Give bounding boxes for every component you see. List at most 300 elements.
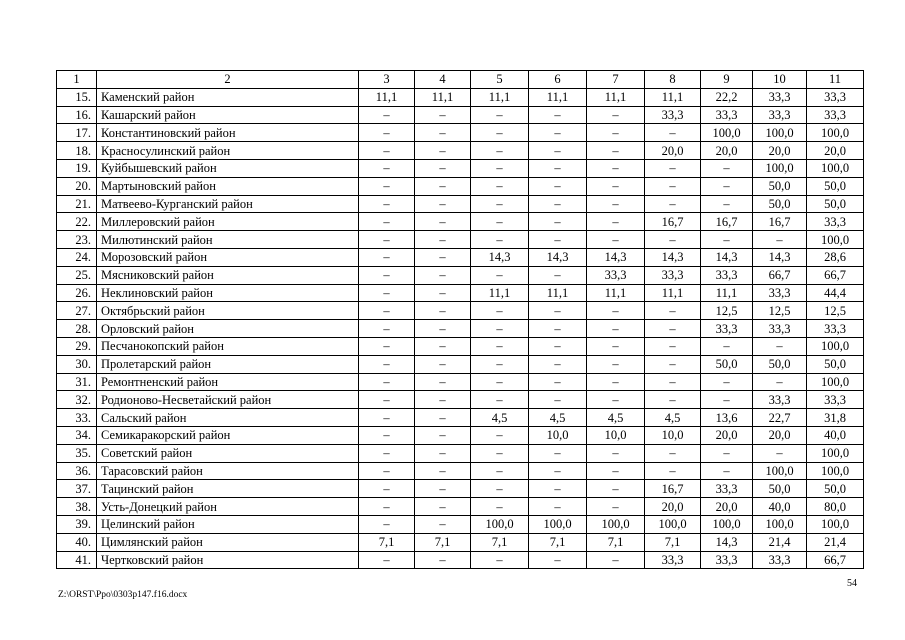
row-number-cell: 31.: [57, 373, 97, 391]
value-cell: –: [587, 337, 645, 355]
table-row: [57, 426, 864, 444]
table-row: [57, 444, 864, 462]
table-body: [57, 71, 864, 569]
value-cell: –: [415, 551, 471, 569]
value-cell: –: [587, 106, 645, 124]
value-cell: –: [415, 124, 471, 142]
value-cell: –: [471, 142, 529, 160]
value-cell: 50,0: [807, 355, 864, 373]
header-cell: 10: [753, 71, 807, 89]
value-cell: 33,3: [807, 213, 864, 231]
district-name-cell: Каменский район: [97, 88, 359, 106]
district-name-cell: Пролетарский район: [97, 355, 359, 373]
value-cell: –: [529, 106, 587, 124]
value-cell: 33,3: [807, 391, 864, 409]
header-cell: 9: [701, 71, 753, 89]
value-cell: –: [415, 142, 471, 160]
value-cell: –: [529, 444, 587, 462]
value-cell: –: [529, 373, 587, 391]
table-row: [57, 106, 864, 124]
value-cell: –: [645, 177, 701, 195]
value-cell: –: [471, 266, 529, 284]
value-cell: –: [359, 284, 415, 302]
table-row: [57, 302, 864, 320]
table-row: [57, 409, 864, 427]
value-cell: –: [415, 426, 471, 444]
value-cell: 13,6: [701, 409, 753, 427]
value-cell: 11,1: [645, 284, 701, 302]
district-name-cell: Цимлянский район: [97, 533, 359, 551]
value-cell: 100,0: [807, 124, 864, 142]
row-number-cell: 17.: [57, 124, 97, 142]
value-cell: –: [359, 106, 415, 124]
table-row: [57, 142, 864, 160]
value-cell: –: [359, 248, 415, 266]
district-name-cell: Милютинский район: [97, 231, 359, 249]
value-cell: –: [415, 355, 471, 373]
value-cell: –: [359, 373, 415, 391]
value-cell: –: [701, 391, 753, 409]
value-cell: –: [587, 142, 645, 160]
value-cell: 20,0: [701, 426, 753, 444]
value-cell: 4,5: [471, 409, 529, 427]
table-row: [57, 213, 864, 231]
value-cell: 7,1: [645, 533, 701, 551]
value-cell: 7,1: [415, 533, 471, 551]
value-cell: –: [359, 266, 415, 284]
header-cell: 6: [529, 71, 587, 89]
value-cell: –: [359, 391, 415, 409]
value-cell: 33,3: [753, 88, 807, 106]
value-cell: –: [471, 195, 529, 213]
row-number-cell: 20.: [57, 177, 97, 195]
value-cell: –: [645, 195, 701, 213]
district-name-cell: Сальский район: [97, 409, 359, 427]
value-cell: –: [415, 284, 471, 302]
value-cell: 7,1: [529, 533, 587, 551]
value-cell: 50,0: [807, 480, 864, 498]
value-cell: –: [529, 498, 587, 516]
row-number-cell: 24.: [57, 248, 97, 266]
value-cell: –: [587, 373, 645, 391]
district-name-cell: Чертковский район: [97, 551, 359, 569]
value-cell: –: [529, 124, 587, 142]
value-cell: 10,0: [587, 426, 645, 444]
value-cell: –: [587, 355, 645, 373]
value-cell: 33,3: [807, 88, 864, 106]
row-number-cell: 26.: [57, 284, 97, 302]
value-cell: 50,0: [753, 177, 807, 195]
table-row: [57, 337, 864, 355]
value-cell: 33,3: [645, 551, 701, 569]
district-name-cell: Тацинский район: [97, 480, 359, 498]
value-cell: 7,1: [359, 533, 415, 551]
table-row: [57, 266, 864, 284]
value-cell: –: [359, 551, 415, 569]
value-cell: 100,0: [807, 444, 864, 462]
value-cell: –: [415, 498, 471, 516]
row-number-cell: 35.: [57, 444, 97, 462]
value-cell: 20,0: [701, 498, 753, 516]
table-row: [57, 177, 864, 195]
value-cell: –: [529, 177, 587, 195]
value-cell: –: [701, 462, 753, 480]
value-cell: –: [415, 106, 471, 124]
table-row: [57, 498, 864, 516]
value-cell: –: [415, 337, 471, 355]
value-cell: 33,3: [753, 391, 807, 409]
value-cell: 31,8: [807, 409, 864, 427]
value-cell: –: [701, 337, 753, 355]
value-cell: 20,0: [645, 498, 701, 516]
value-cell: –: [415, 266, 471, 284]
value-cell: 50,0: [701, 355, 753, 373]
value-cell: –: [645, 391, 701, 409]
value-cell: –: [529, 142, 587, 160]
value-cell: 50,0: [753, 480, 807, 498]
value-cell: –: [359, 124, 415, 142]
value-cell: –: [471, 462, 529, 480]
value-cell: –: [415, 462, 471, 480]
value-cell: –: [529, 320, 587, 338]
value-cell: 11,1: [701, 284, 753, 302]
row-number-cell: 27.: [57, 302, 97, 320]
table-row: [57, 124, 864, 142]
value-cell: –: [587, 462, 645, 480]
row-number-cell: 23.: [57, 231, 97, 249]
value-cell: 11,1: [587, 88, 645, 106]
value-cell: –: [415, 248, 471, 266]
row-number-cell: 41.: [57, 551, 97, 569]
row-number-cell: 34.: [57, 426, 97, 444]
district-name-cell: Октябрьский район: [97, 302, 359, 320]
value-cell: –: [701, 231, 753, 249]
value-cell: 20,0: [753, 426, 807, 444]
value-cell: –: [701, 177, 753, 195]
value-cell: 10,0: [645, 426, 701, 444]
row-number-cell: 25.: [57, 266, 97, 284]
district-name-cell: Семикаракорский район: [97, 426, 359, 444]
value-cell: –: [415, 231, 471, 249]
value-cell: 100,0: [701, 515, 753, 533]
value-cell: 100,0: [701, 124, 753, 142]
table-row: [57, 462, 864, 480]
value-cell: –: [645, 302, 701, 320]
value-cell: –: [529, 337, 587, 355]
header-cell: 7: [587, 71, 645, 89]
value-cell: –: [471, 302, 529, 320]
value-cell: 100,0: [529, 515, 587, 533]
district-name-cell: Кашарский район: [97, 106, 359, 124]
value-cell: 33,3: [807, 106, 864, 124]
value-cell: –: [645, 462, 701, 480]
value-cell: –: [587, 195, 645, 213]
value-cell: 16,7: [645, 213, 701, 231]
value-cell: –: [471, 551, 529, 569]
value-cell: 33,3: [753, 320, 807, 338]
value-cell: –: [471, 337, 529, 355]
value-cell: 14,3: [529, 248, 587, 266]
value-cell: –: [645, 355, 701, 373]
value-cell: 11,1: [587, 284, 645, 302]
value-cell: –: [471, 106, 529, 124]
district-name-cell: Песчанокопский район: [97, 337, 359, 355]
value-cell: 11,1: [529, 284, 587, 302]
district-name-cell: Тарасовский район: [97, 462, 359, 480]
value-cell: 12,5: [701, 302, 753, 320]
table-row: [57, 159, 864, 177]
value-cell: –: [529, 266, 587, 284]
value-cell: 33,3: [701, 106, 753, 124]
value-cell: –: [471, 159, 529, 177]
district-name-cell: Морозовский район: [97, 248, 359, 266]
row-number-cell: 32.: [57, 391, 97, 409]
value-cell: –: [645, 337, 701, 355]
footer-file-path: Z:\ORST\Ppo\0303p147.f16.docx: [58, 590, 188, 600]
district-name-cell: Красносулинский район: [97, 142, 359, 160]
value-cell: 66,7: [807, 266, 864, 284]
value-cell: 100,0: [807, 337, 864, 355]
value-cell: 14,3: [701, 248, 753, 266]
value-cell: –: [359, 159, 415, 177]
row-number-cell: 37.: [57, 480, 97, 498]
value-cell: 33,3: [753, 551, 807, 569]
value-cell: –: [471, 355, 529, 373]
district-table: [56, 70, 864, 569]
value-cell: 28,6: [807, 248, 864, 266]
value-cell: –: [359, 480, 415, 498]
value-cell: –: [529, 480, 587, 498]
value-cell: 16,7: [753, 213, 807, 231]
row-number-cell: 38.: [57, 498, 97, 516]
row-number-cell: 40.: [57, 533, 97, 551]
value-cell: –: [587, 480, 645, 498]
row-number-cell: 21.: [57, 195, 97, 213]
value-cell: 100,0: [753, 159, 807, 177]
value-cell: 11,1: [471, 88, 529, 106]
table-row: [57, 551, 864, 569]
value-cell: 22,2: [701, 88, 753, 106]
value-cell: 50,0: [753, 195, 807, 213]
value-cell: 50,0: [807, 177, 864, 195]
district-name-cell: Мясниковский район: [97, 266, 359, 284]
value-cell: –: [529, 231, 587, 249]
value-cell: 12,5: [807, 302, 864, 320]
row-number-cell: 36.: [57, 462, 97, 480]
value-cell: –: [587, 213, 645, 231]
district-name-cell: Родионово-Несветайский район: [97, 391, 359, 409]
value-cell: 33,3: [701, 480, 753, 498]
value-cell: –: [415, 302, 471, 320]
value-cell: –: [359, 462, 415, 480]
value-cell: –: [471, 444, 529, 462]
value-cell: –: [471, 391, 529, 409]
value-cell: –: [415, 159, 471, 177]
page-number: 54: [847, 578, 857, 589]
value-cell: 14,3: [645, 248, 701, 266]
table-row: [57, 320, 864, 338]
value-cell: 11,1: [471, 284, 529, 302]
table-row: [57, 248, 864, 266]
value-cell: –: [415, 195, 471, 213]
value-cell: 33,3: [645, 266, 701, 284]
header-cell: 11: [807, 71, 864, 89]
value-cell: 4,5: [529, 409, 587, 427]
value-cell: –: [471, 373, 529, 391]
value-cell: 50,0: [753, 355, 807, 373]
district-name-cell: Ремонтненский район: [97, 373, 359, 391]
value-cell: –: [415, 480, 471, 498]
value-cell: –: [471, 498, 529, 516]
value-cell: 100,0: [807, 373, 864, 391]
value-cell: –: [529, 159, 587, 177]
value-cell: –: [701, 444, 753, 462]
value-cell: 14,3: [471, 248, 529, 266]
value-cell: 33,3: [645, 106, 701, 124]
district-name-cell: Орловский район: [97, 320, 359, 338]
value-cell: –: [753, 337, 807, 355]
value-cell: 100,0: [753, 515, 807, 533]
value-cell: –: [415, 515, 471, 533]
value-cell: 33,3: [587, 266, 645, 284]
value-cell: 80,0: [807, 498, 864, 516]
value-cell: 33,3: [807, 320, 864, 338]
value-cell: –: [587, 177, 645, 195]
value-cell: –: [359, 231, 415, 249]
value-cell: 11,1: [529, 88, 587, 106]
value-cell: –: [529, 462, 587, 480]
value-cell: 40,0: [753, 498, 807, 516]
header-cell: 3: [359, 71, 415, 89]
row-number-cell: 15.: [57, 88, 97, 106]
row-number-cell: 33.: [57, 409, 97, 427]
value-cell: –: [645, 444, 701, 462]
row-number-cell: 18.: [57, 142, 97, 160]
value-cell: –: [587, 231, 645, 249]
value-cell: 100,0: [807, 462, 864, 480]
value-cell: –: [587, 391, 645, 409]
value-cell: –: [587, 444, 645, 462]
value-cell: –: [587, 302, 645, 320]
value-cell: –: [359, 177, 415, 195]
value-cell: 4,5: [587, 409, 645, 427]
value-cell: 100,0: [807, 515, 864, 533]
table-row: [57, 284, 864, 302]
value-cell: –: [359, 302, 415, 320]
value-cell: 21,4: [807, 533, 864, 551]
value-cell: 7,1: [587, 533, 645, 551]
value-cell: 33,3: [701, 266, 753, 284]
value-cell: –: [753, 444, 807, 462]
value-cell: 33,3: [701, 320, 753, 338]
value-cell: 100,0: [645, 515, 701, 533]
value-cell: –: [645, 231, 701, 249]
value-cell: 40,0: [807, 426, 864, 444]
value-cell: 20,0: [807, 142, 864, 160]
row-number-cell: 19.: [57, 159, 97, 177]
table-row: [57, 391, 864, 409]
value-cell: –: [359, 444, 415, 462]
value-cell: –: [471, 213, 529, 231]
value-cell: 33,3: [753, 106, 807, 124]
value-cell: –: [701, 159, 753, 177]
value-cell: –: [753, 373, 807, 391]
table-row: [57, 480, 864, 498]
row-number-cell: 29.: [57, 337, 97, 355]
value-cell: –: [359, 515, 415, 533]
value-cell: –: [645, 373, 701, 391]
value-cell: 20,0: [701, 142, 753, 160]
value-cell: –: [359, 355, 415, 373]
value-cell: –: [415, 177, 471, 195]
value-cell: 66,7: [753, 266, 807, 284]
value-cell: 10,0: [529, 426, 587, 444]
header-cell: 8: [645, 71, 701, 89]
value-cell: 100,0: [471, 515, 529, 533]
row-number-cell: 39.: [57, 515, 97, 533]
value-cell: –: [359, 320, 415, 338]
value-cell: –: [529, 302, 587, 320]
value-cell: –: [415, 409, 471, 427]
value-cell: –: [359, 142, 415, 160]
table-row: [57, 195, 864, 213]
table-row: [57, 88, 864, 106]
district-name-cell: Константиновский район: [97, 124, 359, 142]
value-cell: –: [645, 124, 701, 142]
value-cell: 22,7: [753, 409, 807, 427]
value-cell: –: [529, 213, 587, 231]
value-cell: 21,4: [753, 533, 807, 551]
table-row: [57, 515, 864, 533]
value-cell: 66,7: [807, 551, 864, 569]
value-cell: –: [359, 337, 415, 355]
value-cell: 16,7: [701, 213, 753, 231]
value-cell: –: [587, 498, 645, 516]
value-cell: 12,5: [753, 302, 807, 320]
value-cell: 33,3: [701, 551, 753, 569]
district-name-cell: Целинский район: [97, 515, 359, 533]
header-cell: 5: [471, 71, 529, 89]
value-cell: –: [359, 409, 415, 427]
value-cell: 11,1: [645, 88, 701, 106]
value-cell: –: [359, 195, 415, 213]
value-cell: –: [645, 320, 701, 338]
value-cell: 44,4: [807, 284, 864, 302]
value-cell: 7,1: [471, 533, 529, 551]
value-cell: –: [415, 373, 471, 391]
value-cell: –: [587, 551, 645, 569]
header-cell: 1: [57, 71, 97, 89]
district-name-cell: Матвеево-Курганский район: [97, 195, 359, 213]
district-name-cell: Куйбышевский район: [97, 159, 359, 177]
value-cell: 100,0: [753, 462, 807, 480]
value-cell: –: [471, 480, 529, 498]
value-cell: –: [471, 124, 529, 142]
header-cell: 2: [97, 71, 359, 89]
value-cell: –: [359, 213, 415, 231]
value-cell: 50,0: [807, 195, 864, 213]
row-number-cell: 16.: [57, 106, 97, 124]
value-cell: –: [471, 177, 529, 195]
value-cell: –: [587, 320, 645, 338]
value-cell: 11,1: [415, 88, 471, 106]
value-cell: –: [529, 551, 587, 569]
value-cell: –: [701, 373, 753, 391]
value-cell: –: [415, 444, 471, 462]
value-cell: –: [587, 159, 645, 177]
table-row: [57, 231, 864, 249]
value-cell: –: [753, 231, 807, 249]
